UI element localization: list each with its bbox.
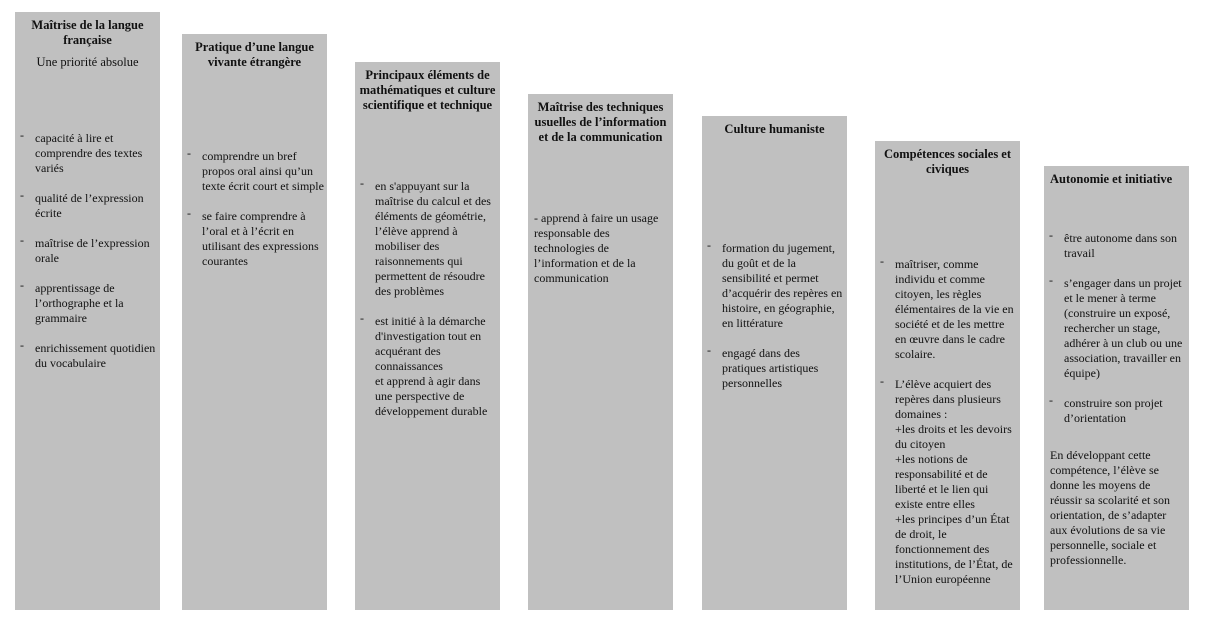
list-item: [1044, 273, 1189, 381]
column-subtitle: Une priorité absolue: [36, 55, 139, 69]
item-text: engagé dans des pratiques artistiques personnelles: [722, 346, 819, 390]
bullet-dash-icon: -: [20, 188, 24, 202]
column-title: Autonomie et initiative: [1050, 172, 1173, 186]
list-item: [15, 188, 160, 221]
item-text: être autonome dans son travail: [1064, 231, 1177, 260]
item-text: maîtrise de l’expression orale: [35, 236, 150, 265]
item-text: se faire comprendre à l’oral et à l’écrit en utilisant des expressions courantes: [202, 209, 319, 268]
list-item: [182, 146, 327, 194]
item-text: s’engager dans un projet et le mener à terme (construire un exposé, rechercher un stage, adhérer à un club ou une association, travailler en équipe): [1064, 276, 1183, 380]
bullet-dash-icon: -: [1049, 273, 1053, 287]
item-text: apprentissage de l’orthographe et la grammaire: [35, 281, 124, 325]
column-summary-text: En développant cette compétence, l’élève se donne les moyens de réussir sa scolarité et son orientation, de s’adapter aux évolutions de sa vie personnelle, sociale et professionnelle.: [1050, 448, 1170, 567]
bullet-dash-icon: -: [20, 278, 24, 292]
column-title: Maîtrise de la langue française: [31, 18, 144, 47]
list-item: [355, 176, 500, 299]
list-item: [702, 238, 847, 331]
list-item: [15, 233, 160, 266]
competency-column-math-science: [355, 62, 500, 610]
column-title: Compétences sociales et civiques: [883, 147, 1012, 176]
bullet-dash-icon: -: [880, 374, 884, 388]
bullet-dash-icon: -: [707, 343, 711, 357]
list-item: [15, 278, 160, 326]
bullet-dash-icon: -: [20, 233, 24, 247]
list-item: [702, 343, 847, 391]
list-item: [15, 338, 160, 371]
column-title: Maîtrise des techniques usuelles de l’information et de la communication: [534, 100, 667, 144]
item-text: enrichissement quotidien du vocabulaire: [35, 341, 156, 370]
bullet-dash-icon: -: [1049, 228, 1053, 242]
column-title: Pratique d’une langue vivante étrangère: [195, 40, 314, 69]
column-title: Principaux éléments de mathématiques et culture scientifique et technique: [359, 68, 496, 112]
item-text: qualité de l’expression écrite: [35, 191, 144, 220]
competency-column-french: [15, 12, 160, 610]
list-item: [1044, 393, 1189, 426]
bullet-dash-icon: -: [1049, 393, 1053, 407]
item-text: comprendre un bref propos oral ainsi qu’un texte écrit court et simple: [202, 149, 324, 193]
bullet-dash-icon: -: [360, 176, 364, 190]
item-text: construire son projet d’orientation: [1064, 396, 1163, 425]
item-text: en s'appuyant sur la maîtrise du calcul et des éléments de géométrie, l’élève apprend à mobiliser des raisonnements qui permettent de résoudre des problèmes: [375, 179, 491, 298]
bullet-dash-icon: -: [707, 238, 711, 252]
column-text: - apprend à faire un usage responsable des technologies de l’information et de la communication: [534, 211, 659, 285]
list-item: [875, 254, 1020, 362]
bullet-dash-icon: -: [20, 338, 24, 352]
bullet-dash-icon: -: [880, 254, 884, 268]
item-list: [355, 176, 500, 419]
column-title: Culture humaniste: [724, 122, 825, 136]
competency-column-social-civic: [875, 141, 1020, 610]
item-text: L’élève acquiert des repères dans plusieurs domaines : +les droits et les devoirs du citoyen +les notions de responsabilité et de liberté et le lien qui existe entre elles +les principes d’un État de droit, le fonctionnement des institutions, de l’État, de l’Union européenne: [895, 377, 1013, 586]
item-list: [875, 254, 1020, 587]
item-text: capacité à lire et comprendre des textes variés: [35, 131, 143, 175]
competency-column-autonomy: [1044, 166, 1189, 610]
item-text: maîtriser, comme individu et comme citoyen, les règles élémentaires de la vie en société et de les mettre en œuvre dans le cadre scolaire.: [895, 257, 1014, 361]
item-list: [702, 238, 847, 391]
item-text: est initié à la démarche d'investigation tout en acquérant des connaissances et apprend à agir dans une perspective de développement durable: [375, 314, 488, 418]
competency-column-ict: [528, 94, 673, 610]
item-list: [15, 128, 160, 371]
item-text: formation du jugement, du goût et de la sensibilité et permet d’acquérir des repères en histoire, en géographie, en littérature: [722, 241, 843, 330]
bullet-dash-icon: -: [360, 311, 364, 325]
item-list: [182, 146, 327, 269]
list-item: [355, 311, 500, 419]
list-item: [15, 128, 160, 176]
bullet-dash-icon: -: [20, 128, 24, 142]
list-item: [1044, 228, 1189, 261]
bullet-dash-icon: -: [187, 146, 191, 160]
item-list: [1044, 228, 1189, 426]
list-item: [875, 374, 1020, 587]
competency-column-humanist-culture: [702, 116, 847, 610]
bullet-dash-icon: -: [187, 206, 191, 220]
competency-column-foreign-language: [182, 34, 327, 610]
list-item: [182, 206, 327, 269]
